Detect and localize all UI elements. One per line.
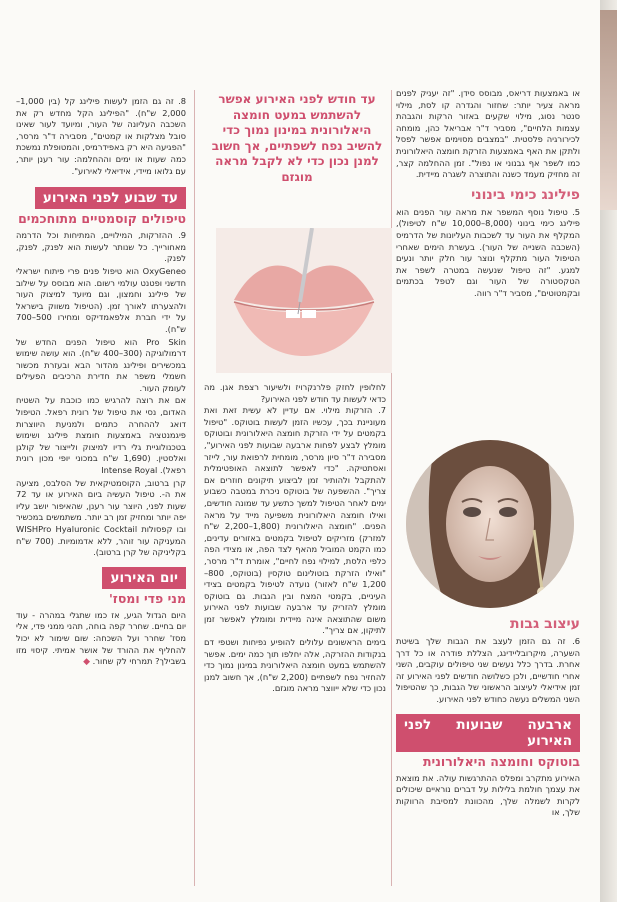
paragraph-7: 7. הזרקות מילוי. אם עדיין לא עשית זאת ואת מעוניינת בכך, עכשיו הזמן לעשות בוטוקס. "טיפול בקמטים על ידי הזרקת חומצה היאלורונית ובוטוקס מומלץ לבצע לפחות ארבעה שבועות לפני האירוע", מסבירה ד"ר סיון מרסר, מומחית לרפואת עור, לייזר ואסתטיקה. "כדי לאפשר לתוצאה האופטימלית להתקבל ולהותיר זמן לביצוע תיקונים חוזרים אם צריך". ההשפעה של בוטוקס ניכרת במטבה כשבוע ימים לאחר הטיפול למשך כתשע עד שמונה חודשים, ואילו חומצה היאלורונית משפיעה מייד על מראה הפנים. "חומצה היאלורונית (1,800–2,200 ש"ח למזרק) מזריקים לטיפול בקמטים באזורים עדינים, כמו הקמט המוביל מהאף לצד הפה, או מצידי הפה כלפי הלסת, למילוי נפח לחיים", אומרת ד"ר מרסר, "ואילו הזרקת בוטולינום טוקסין (בוטוקס, 800–1,200 ש"ח לאזור) נועדה לטיפול בקמטים בצידי העיניים, בקמטי המצח ובין הגבות. גם בוטוקס מומלץ להזריק עד ארבעה שבועות לפני האירוע משום שהתוצאה אינה מיידית ומומלץ לאפשר זמן לתיקון, אם צריך". xyxy=(204,405,386,636)
brand-intense-royal: Intense Royal xyxy=(101,465,158,476)
lips-injection-photo xyxy=(216,228,392,373)
box-heading-four-weeks: ארבעה שבועות לפני האירוע xyxy=(396,714,580,752)
brand-oxygeneo: OxyGeneo xyxy=(142,265,186,276)
paragraph-5: 5. טיפול נוסף המשפר את מראה עור הפנים הוא פילינג כימי בינוני (8,000–10,000 ש"ח לטיפול), המקלף את העור עד לשכבות העליונות של הדרמיס (השכבה השנייה של העור). בעשרת הימים שאחרי הטיפול העור מתקלף ונוצר עור חלק יותר ונעים למגע. "זה טיפול שנעשה במטרה לשפר את הטקסטורה של העור וגם לטפל בכתמים ובקמטוטים", מסביר ד"ר רווה. xyxy=(396,206,580,298)
column-right xyxy=(396,88,580,301)
next-page-image-edge xyxy=(600,10,617,210)
end-mark-icon: ◆ xyxy=(83,657,90,668)
paragraph-intense-royal xyxy=(16,395,186,476)
subheading-chemical-peel: פילינג כימי בינוני xyxy=(471,186,580,203)
paragraph-pro-skin xyxy=(16,337,186,395)
paragraph-last-text: היום הגדול הגיע, אז כמו שתגלי במהרה - עוד יום בחיים. שחרר קפה בוחה, תהני ממני פדי, אלי מסז' שחרר ועל השכחה: שום שימור לא יכול להחליף את ההורד של אושר אמיתי. קיסוי מזו בשבילך? תמרחי לק שחור. xyxy=(16,609,186,667)
caption-top: לחלופין לחזק פלרנקרויז ולשיעור רצפת אגן. מה כדאי לעשות עד חודש לפני האירוע? xyxy=(204,382,386,404)
box-subheading-treatments: טיפולים קוסמטיים מתוחכמים xyxy=(18,211,186,227)
paragraph-wishpro xyxy=(16,478,186,559)
box-heading-one-week: עד שבוע לפני האירוע xyxy=(35,187,186,209)
column-left xyxy=(16,96,186,670)
model-face-photo xyxy=(406,440,574,608)
paragraph-intense-royal-text: אם את רוצה להרגיש כמו כוכבת על השטיח האדום, נסי את טיפול של רונית רפאל. הטיפול דואג לההחרה כתמים ולמניעת היווצרות פיגמנטציה באמצעות חומצת פילינג ושימוש בטכנולוגיית גלי רדיו למיצוק ולייצור של קולגן ואלסטין. (1,690 ש"ח במכוני יופי מכון רונית רפאל). xyxy=(16,395,186,476)
paragraph-7b: בימים הראשונים עלולים להופיע נפיחות ושטפי דם בנקודות ההזרקה, אלה יחלפו תוך כמה ימים. אפשר להשתמש במעט חומצה היאלורונית במינון נמוך כדי להחזיר נפח לשפתיים (2,200 ש"ח), אך חשוב למנן נכון כדי שלא ייווצר מראה מוגזם. xyxy=(204,637,386,694)
paragraph-box-intro: האירוע מתקרב ומפלס ההתרגשות עולה. את מוצאת את עצמך חולמת בלילות על דברים נוראיים שיכולים לקרות לשמלה שלך, מהכוונת למסיבת הרווקות שלך, או xyxy=(396,772,580,818)
paragraph-last xyxy=(16,610,186,669)
paragraph-8: 8. זה גם הזמן לעשות פילינג קל (בין 1,000–2,000 ש"ח). "הפילינג הקל מחדש רק את השכבה העליונה של העור, ומיועד לעור שאינו סובל מצלקות או קמטים", מסבירה ד"ר מרסר, "הפגיעה היא רק באפידרמיס, והמטופלת נמשכת כמה שעות או ימים וההחלמה: עור רענן יותר, עם גלואו מיידי, אידיאלי לאירוע". xyxy=(16,96,186,176)
paragraph-wishpro-end: המעניקה עור זוהר, ללא אדמומיות. (700 ש"ח בקליניקה של קרן ברטוב). xyxy=(16,535,186,558)
paragraph-6: 6. זה גם הזמן לעצב את הגבות שלך בשיטת השערה, מיקרובליידינג, הצללת פודרה או כל דרך אחרת. בדרך כלל נעשים שני טיפולים עוקבים, השני אחרי חודשיים, ולכן כשלושה חודשים לפני האירוע זה זמן אידיאלי לעיצוב הראשוני של הגבות, כך שהטיפול השני המשלים נעשה כחודש לפני האירוע. xyxy=(396,636,580,704)
pull-quote: עד חודש לפני האירוע אפשר להשתמש במעט חומצה היאלורונית במינון נמוך כדי להשיב נפח לשפתיים, אך חשוב למנן נכון כדי לא לקבל מראה מוגזם xyxy=(211,92,383,184)
box-subheading-mani-pedi: מני פדי ומסז' xyxy=(108,590,186,606)
box-event-day xyxy=(16,567,186,606)
paragraph-9: 9. ההזרקות, המילויים, המתיחות וכל הדרמה מאחורייך. כל שנותר לעשות הוא לפנק, לפנק, לפנק. xyxy=(16,230,186,264)
paragraph-oxygeneo-text: הוא טיפול פנים פרי פיתוח ישראלי חדשני ופטנט עולמי רשום. הוא מבוסס על שילוב של פילינג וחמצון, וגם מיועד למיצוק העור ולהצערתו לאורך זמן. (הטיפול משווק בישראל על ידי חברת אלפאמדיקס ומחירו 500–700 ש"ח). xyxy=(16,265,186,334)
box-one-week xyxy=(16,187,186,226)
paragraph-wishpro-text: קרן ברטוב, הקוסמטיקאית של הסלבס, מציעה את ה-. טיפול העשיה ביום האירוע או עד 72 שעות לפני, היוצר עור רענן, שהאיפור יושב עליו יפה יותר ומחזיק זמן רב יותר. משתמשים במכשיר ובו קפסולות xyxy=(16,477,186,534)
column-divider-2 xyxy=(194,90,195,886)
paragraph-pro-skin-text: הוא טיפול הפנים החדש של דרמולוגיקה (300–400 ש"ח). הוא עושה שימוש במכשירים ופילינג מהדור הבא ובעזרת מכשור חשמלי משפר את חדירת הרכיבים הפעילים לעומק העור. xyxy=(16,336,186,393)
box-heading-event-day: יום האירוע xyxy=(102,567,186,589)
face-illustration xyxy=(406,440,574,608)
box-four-weeks xyxy=(396,714,580,769)
column-middle xyxy=(204,382,386,695)
brand-wishpro: WISHPro xyxy=(16,524,52,534)
column-divider-1 xyxy=(391,90,392,886)
lips-illustration xyxy=(216,228,392,373)
subheading-brows: עיצוב גבות xyxy=(510,616,580,632)
column-right-lower xyxy=(396,610,580,820)
box-subheading-botox: בוטוקס וחומצה היאלורונית xyxy=(423,753,580,769)
paragraph-oxygeneo xyxy=(16,266,186,336)
brand-pro-skin: Pro Skin xyxy=(146,336,187,347)
brand-hyaluronic-cocktail: Hyaluronic Cocktail xyxy=(55,524,138,534)
paragraph-intro: או באמצעות דריאס, מבוסס סידן. "זה יעניק לפנים מראה צעיר יותר: שחזור והגדרה קו לסת, מילוי סנטר נסוג, מילוי שקעים באזור הרקות והגבהת עצמות הלחיים", מסביר ד"ר אבריאל כהן, מומחה לכירורגיה פלסטית. "במצבים מסוימים אפשר לפסל ולתקן את האף באמצעות הזרקת חומצה היאלורונית כמו לשפר אף גבנוני או נפול". זמן ההחלמה קצר, זה מחזיק מעמד כשנה והתוצרה לשגרה מיידית. xyxy=(396,88,580,180)
